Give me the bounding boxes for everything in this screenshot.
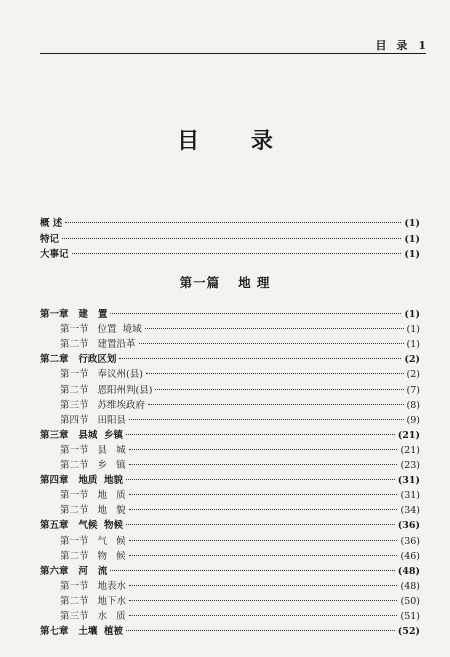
toc-entry — [40, 474, 420, 488]
toc-entry-page: (48) — [400, 580, 420, 592]
toc-entry-label: 第五章 气候 物候 — [40, 520, 124, 532]
page-number: 1 — [418, 39, 426, 52]
toc-entry-label: 第二节 地 貌 — [60, 505, 126, 517]
dot-leader — [126, 434, 395, 435]
toc-entry-label: 第七章 土壤 植被 — [40, 626, 124, 638]
toc-entry-page: (21) — [397, 429, 420, 441]
toc-entry — [40, 233, 420, 247]
dot-leader — [155, 389, 403, 390]
toc-entry-label: 概 述 — [40, 218, 63, 229]
toc-entry-page: (31) — [397, 475, 420, 487]
toc-entry-page: (1) — [404, 309, 420, 320]
toc-section-entry — [40, 550, 420, 564]
dot-leader — [110, 570, 394, 571]
toc-entry-page: (34) — [400, 505, 420, 517]
toc-entry-page: (1) — [406, 339, 420, 351]
dot-leader — [129, 555, 398, 556]
toc-section-entry — [40, 368, 420, 382]
toc-entry-label: 大事记 — [40, 249, 69, 260]
toc-entry-label: 第一节 县 城 — [60, 444, 126, 456]
toc-section-entry — [40, 338, 420, 352]
running-header — [40, 37, 426, 53]
toc-entry-page: (8) — [406, 399, 420, 411]
header-rule — [40, 53, 426, 54]
toc-section-entry — [40, 580, 420, 594]
toc-entry-page: (31) — [400, 490, 420, 502]
dot-leader — [129, 449, 398, 450]
toc-section-entry — [40, 384, 420, 398]
toc-section-entry — [40, 535, 420, 549]
dot-leader — [110, 313, 401, 314]
dot-leader — [126, 630, 395, 631]
toc-entry-page: (1) — [404, 233, 420, 245]
dot-leader — [129, 494, 398, 495]
part-name: 地 理 — [238, 275, 271, 290]
page-title: 目 录 — [177, 128, 295, 154]
toc-section-entry — [40, 610, 420, 624]
toc-section-entry — [40, 595, 420, 609]
dot-leader — [72, 253, 402, 254]
toc-entry-label: 第二节 恩阳州判(县) — [60, 384, 153, 396]
toc-entry-page: (50) — [400, 595, 420, 607]
part-number: 第一篇 — [179, 275, 221, 290]
toc-entry-label: 第三节 苏维埃政府 — [60, 399, 146, 411]
dot-leader — [139, 343, 404, 344]
toc-entry-page: (36) — [397, 520, 420, 532]
toc-entry-label: 第二章 行政区划 — [40, 354, 117, 366]
dot-leader — [126, 524, 395, 525]
toc-entry-label: 第一节 奉议州(县) — [60, 369, 143, 381]
toc-entry — [40, 565, 420, 579]
toc-entry — [40, 217, 420, 231]
toc-entry — [40, 308, 420, 322]
toc-entry-label: 第四章 地质 地貌 — [40, 475, 124, 487]
toc-section-entry — [40, 489, 420, 503]
toc-entry-label: 第二节 乡 镇 — [60, 460, 126, 471]
toc-entry-label: 第四节 田阳县 — [60, 414, 127, 426]
dot-leader — [65, 222, 401, 223]
toc-entry-page: (2) — [404, 354, 420, 366]
toc-section-entry — [40, 323, 420, 337]
dot-leader — [129, 464, 398, 465]
toc-section-entry — [40, 444, 420, 458]
part-title — [0, 273, 450, 291]
toc-entry-page: (21) — [400, 444, 420, 456]
dot-leader — [145, 328, 404, 329]
toc-entry — [40, 429, 420, 443]
toc-entry-page: (7) — [406, 384, 420, 396]
toc-entry-label: 第二节 物 候 — [60, 550, 126, 562]
toc-entry-label: 第二节 地下水 — [60, 595, 127, 607]
toc-entry-label: 第三节 水 质 — [60, 611, 126, 622]
toc-entry-page: (23) — [400, 460, 420, 471]
dot-leader — [126, 479, 395, 480]
toc-entry-page: (2) — [406, 369, 420, 381]
toc-entry-label: 第六章 河 流 — [40, 565, 108, 577]
toc-section-entry — [40, 414, 420, 428]
toc-entry-label: 第一章 建 置 — [40, 309, 108, 320]
dot-leader — [129, 419, 403, 420]
toc-section-entry — [40, 459, 420, 473]
toc-entry-label: 特记 — [40, 233, 60, 245]
toc-entry-label: 第二节 建置沿革 — [60, 339, 136, 351]
dot-leader — [62, 238, 401, 239]
toc-section-entry — [40, 399, 420, 413]
dot-leader — [129, 615, 398, 616]
toc-entry-label: 第一节 地 质 — [60, 490, 126, 502]
toc-entry — [40, 625, 420, 639]
toc-entry-page: (1) — [404, 249, 420, 260]
toc-entry-page: (1) — [404, 218, 420, 229]
dot-leader — [129, 540, 398, 541]
toc-entry-page: (48) — [397, 565, 420, 577]
dot-leader — [129, 509, 398, 510]
toc-entry-label: 第一节 气 候 — [60, 535, 126, 547]
toc-entry-label: 第一节 地表水 — [60, 580, 127, 592]
toc-entry-page: (9) — [406, 414, 420, 426]
dot-leader — [146, 373, 404, 374]
toc-entry-page: (36) — [400, 535, 420, 547]
toc-entry-page: (1) — [406, 324, 420, 336]
toc-entry — [40, 519, 420, 533]
toc-entry-label: 第三章 县城 乡镇 — [40, 429, 124, 441]
toc-entry-page: (51) — [400, 611, 420, 622]
dot-leader — [129, 585, 397, 586]
dot-leader — [119, 358, 401, 359]
toc-entry-page: (52) — [397, 626, 420, 638]
toc-entry-label: 第一节 位置 境域 — [60, 324, 142, 336]
toc-section-entry — [40, 504, 420, 518]
toc-entry — [40, 248, 420, 262]
toc-entry — [40, 353, 420, 367]
toc-entry-page: (46) — [400, 550, 420, 562]
running-title: 目 录 — [375, 39, 411, 52]
dot-leader — [148, 404, 403, 405]
dot-leader — [129, 600, 397, 601]
